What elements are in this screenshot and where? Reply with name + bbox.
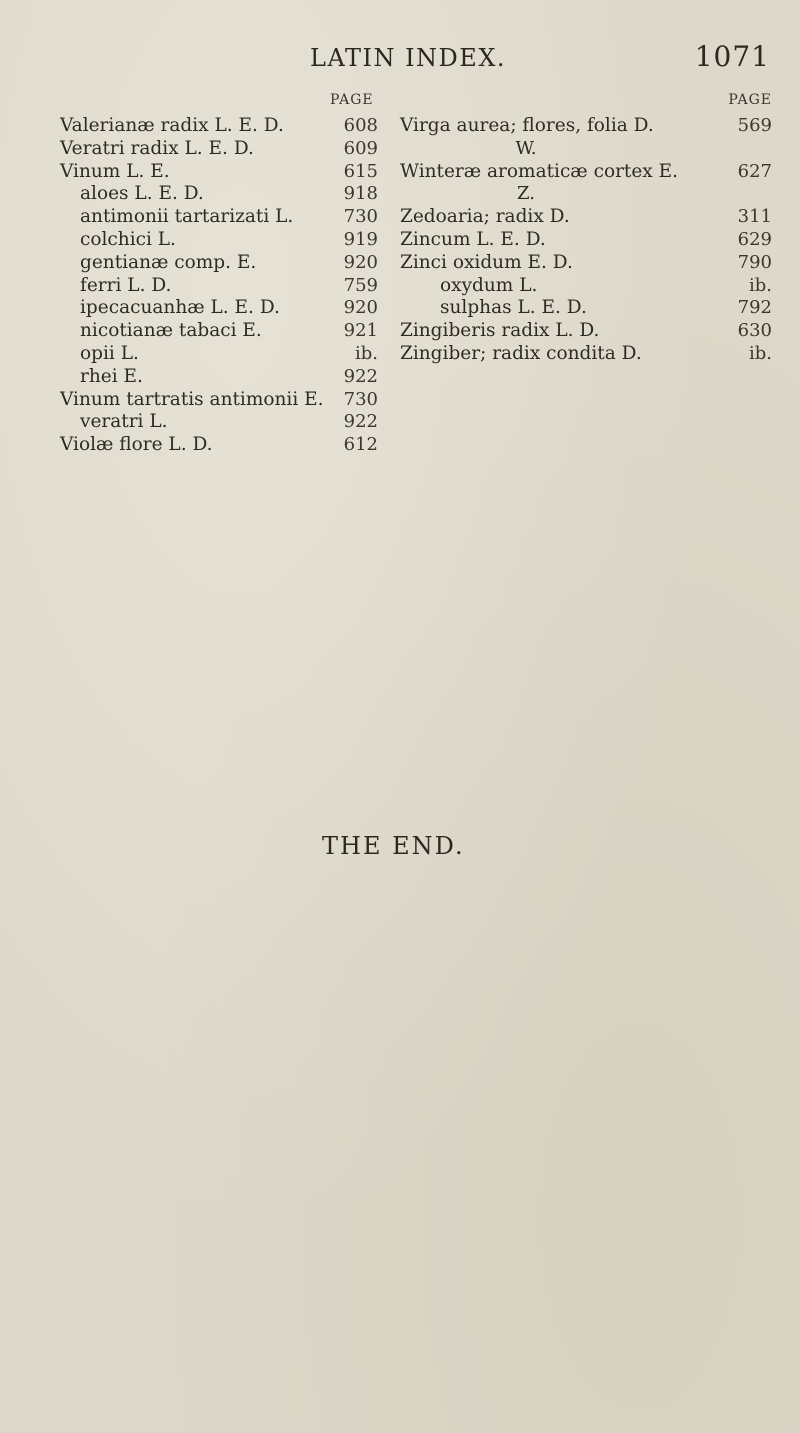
entry-page-number: 792 bbox=[737, 297, 772, 319]
index-entry bbox=[60, 366, 378, 389]
entry-term: Valerianæ radix L. E. D. bbox=[60, 115, 284, 136]
index-entry bbox=[400, 275, 772, 298]
entry-term: rhei E. bbox=[80, 365, 143, 387]
index-entry bbox=[60, 229, 378, 252]
entry-page-number: 627 bbox=[737, 160, 772, 182]
entry-term: Zincum L. E. D. bbox=[400, 228, 546, 250]
entry-page-number: 612 bbox=[343, 434, 378, 456]
entry-page-number: ib. bbox=[748, 274, 772, 296]
entry-page-number: 630 bbox=[737, 320, 772, 342]
index-entry bbox=[60, 389, 378, 412]
entry-term: opii L. bbox=[80, 342, 139, 364]
index-entry bbox=[400, 161, 772, 184]
entry-page-number: 919 bbox=[343, 228, 378, 250]
entry-page-number: 629 bbox=[737, 228, 772, 250]
page-column-label-right: PAGE bbox=[728, 92, 772, 108]
index-entry bbox=[400, 297, 772, 320]
entry-term: Zingiberis radix L. D. bbox=[400, 320, 600, 342]
entry-page-number: 922 bbox=[343, 411, 378, 433]
entry-term: Vinum tartratis antimonii E. bbox=[60, 388, 324, 410]
entry-term: oxydum L. bbox=[440, 274, 538, 296]
index-entry bbox=[400, 343, 772, 366]
entry-page-number: ib. bbox=[748, 342, 772, 364]
entry-page-number: 920 bbox=[343, 251, 378, 273]
entry-term: Zingiber; radix condita D. bbox=[400, 342, 642, 364]
index-entry bbox=[60, 411, 378, 434]
index-entry bbox=[60, 161, 378, 184]
entry-page-number: 609 bbox=[343, 137, 378, 159]
index-column-left bbox=[60, 115, 378, 457]
entry-term: sulphas L. E. D. bbox=[440, 297, 587, 319]
entry-term: Virga aurea; flores, folia D. bbox=[400, 115, 654, 136]
entry-term: gentianæ comp. E. bbox=[80, 251, 257, 273]
entry-term: antimonii tartarizati L. bbox=[80, 206, 294, 228]
index-entry bbox=[60, 206, 378, 229]
entry-term: Winteræ aromaticæ cortex E. bbox=[400, 160, 679, 182]
running-head-title: LATIN INDEX. bbox=[310, 44, 507, 72]
index-entry bbox=[400, 320, 772, 343]
entry-term: Vinum L. E. bbox=[60, 160, 170, 182]
entry-term: nicotianæ tabaci E. bbox=[80, 320, 262, 342]
entry-term: Veratri radix L. E. D. bbox=[60, 137, 254, 159]
index-entry bbox=[60, 434, 378, 457]
entry-page-number: 608 bbox=[343, 115, 378, 136]
entry-page-number: 759 bbox=[343, 274, 378, 296]
index-entry bbox=[60, 343, 378, 366]
index-entry bbox=[60, 252, 378, 275]
entry-term: ferri L. D. bbox=[80, 274, 172, 296]
entry-page-number: 918 bbox=[343, 183, 378, 205]
entry-page-number: 311 bbox=[737, 206, 772, 228]
entry-page-number: 921 bbox=[343, 320, 378, 342]
index-entry bbox=[400, 229, 772, 252]
index-entry bbox=[60, 138, 378, 161]
entry-term: Violæ flore L. D. bbox=[60, 434, 213, 456]
entry-page-number: 615 bbox=[343, 160, 378, 182]
index-entry bbox=[60, 320, 378, 343]
index-entry bbox=[60, 275, 378, 298]
entry-page-number: 730 bbox=[343, 388, 378, 410]
entry-term: aloes L. E. D. bbox=[80, 183, 204, 205]
index-entry bbox=[60, 297, 378, 320]
entry-page-number: 730 bbox=[343, 206, 378, 228]
entry-page-number: ib. bbox=[354, 342, 378, 364]
entry-page-number: 920 bbox=[343, 297, 378, 319]
entry-term: colchici L. bbox=[80, 228, 176, 250]
index-column-right bbox=[400, 115, 772, 366]
page-number: 1071 bbox=[694, 40, 770, 73]
entry-page-number: 569 bbox=[737, 115, 772, 136]
index-entry bbox=[400, 252, 772, 275]
entry-page-number: 922 bbox=[343, 365, 378, 387]
section-letter-heading: Z. bbox=[517, 183, 535, 205]
section-letter-heading: W. bbox=[515, 137, 537, 159]
index-entry bbox=[60, 183, 378, 206]
entry-term: veratri L. bbox=[80, 411, 168, 433]
entry-term: Zedoaria; radix D. bbox=[400, 206, 570, 228]
index-entry bbox=[400, 206, 772, 229]
the-end-text: THE END. bbox=[322, 832, 465, 860]
entry-page-number: 790 bbox=[737, 251, 772, 273]
entry-term: Zinci oxidum E. D. bbox=[400, 251, 573, 273]
page-column-label-left: PAGE bbox=[330, 92, 374, 108]
entry-term: ipecacuanhæ L. E. D. bbox=[80, 297, 280, 319]
index-entry bbox=[60, 115, 378, 138]
index-entry bbox=[400, 115, 772, 138]
